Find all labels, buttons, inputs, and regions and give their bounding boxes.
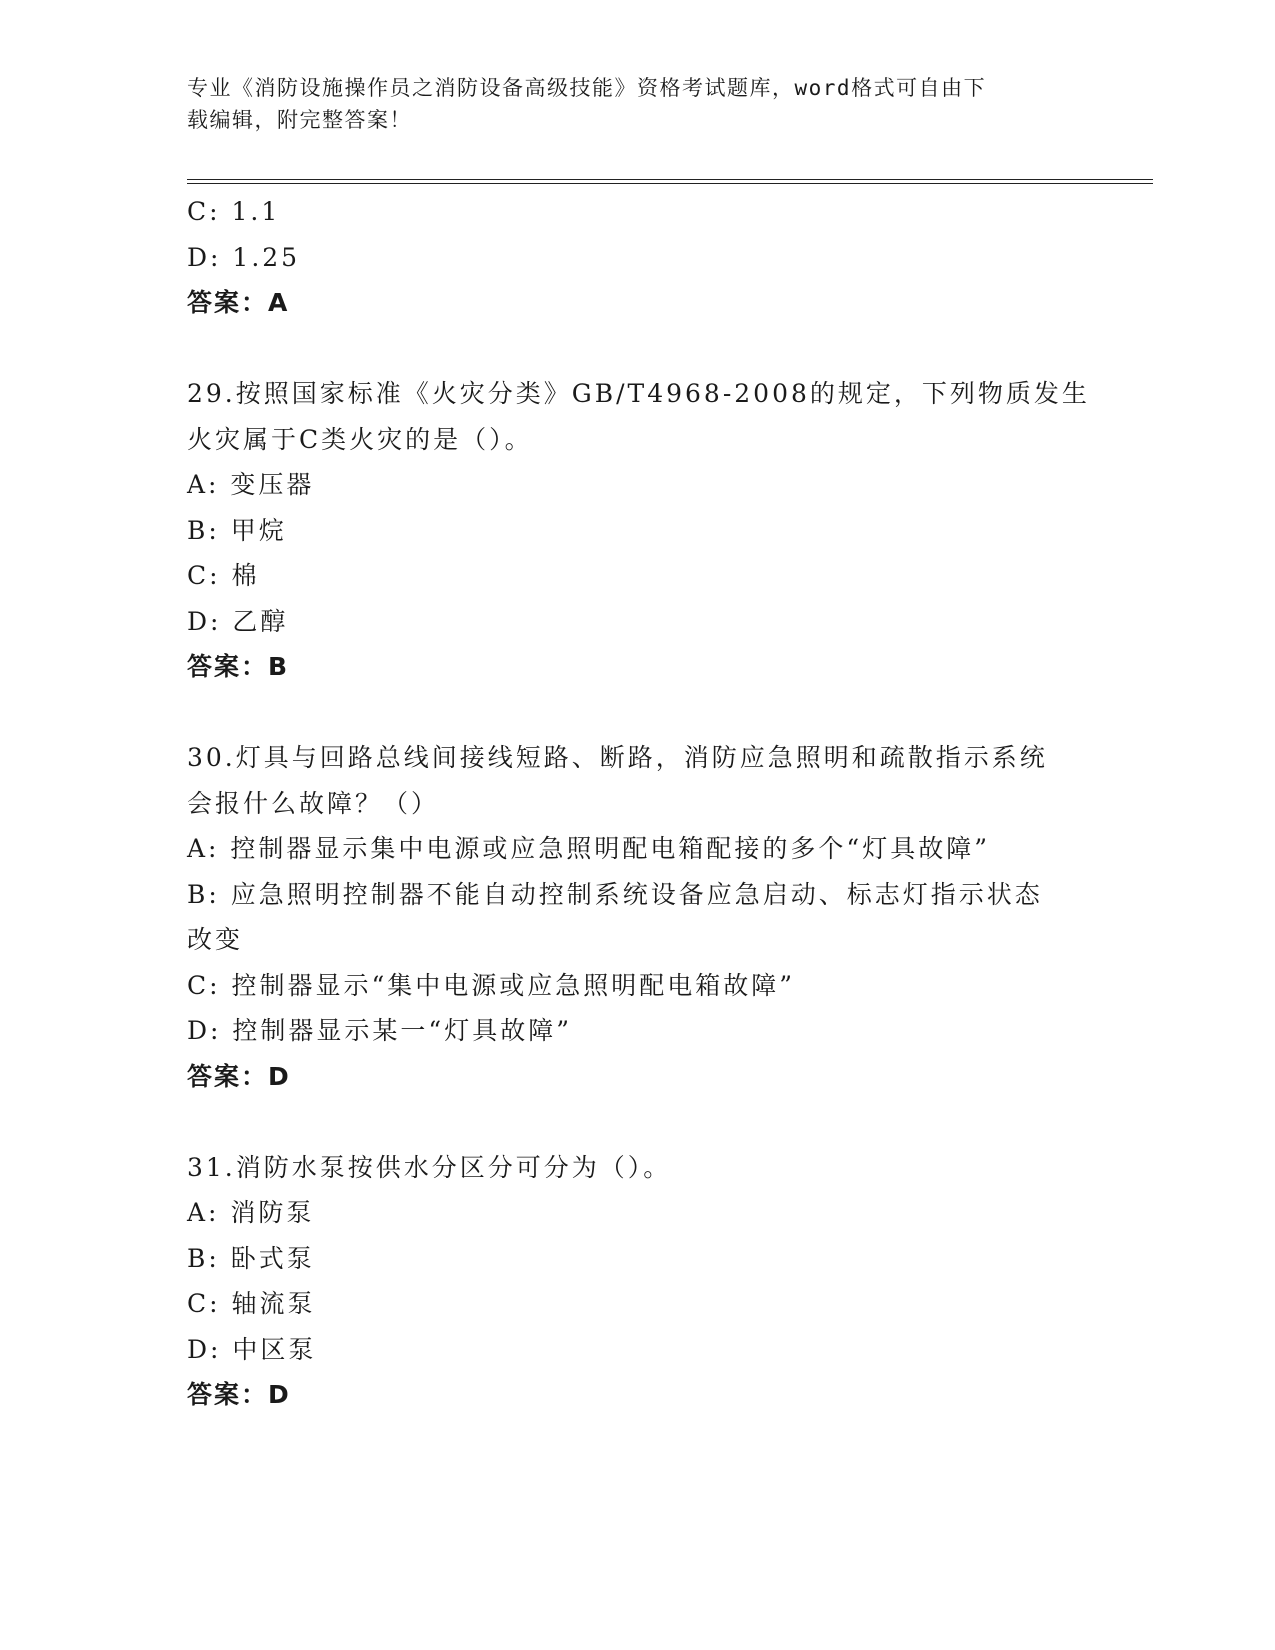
question-29 [187, 371, 1090, 690]
spacer [187, 326, 1087, 372]
option-c: C: 控制器显示“集中电源或应急照明配电箱故障” [187, 970, 796, 1000]
question-31 [187, 1145, 1087, 1418]
spacer [187, 1099, 1087, 1145]
option-b-continued: 改变 [187, 925, 244, 954]
option-d: D: 中区泵 [187, 1334, 317, 1364]
option-b: B: 卧式泵 [187, 1243, 315, 1273]
question-stem: 29.按照国家标准《火灾分类》GB/T4968-2008的规定，下列物质发生 [187, 379, 1090, 408]
option-c: C: 1.1 [187, 197, 281, 226]
header-line-1: 专业《消防设施操作员之消防设备高级技能》资格考试题库，word格式可自由下 [187, 76, 987, 100]
answer: 答案：A [187, 288, 290, 317]
prev-question [187, 189, 1087, 326]
question-stem: 火灾属于C类火灾的是（）。 [187, 424, 533, 454]
option-b: B: 应急照明控制器不能自动控制系统设备应急启动、标志灯指示状态 [187, 879, 1043, 909]
option-d: D: 1.25 [187, 242, 301, 272]
answer: 答案：D [187, 1380, 291, 1409]
document-header [187, 72, 1067, 136]
spacer [187, 690, 1087, 736]
question-stem: 会报什么故障？（） [187, 788, 440, 818]
header-divider-top [187, 179, 1153, 180]
option-c: C: 棉 [187, 561, 260, 590]
option-a: A: 变压器 [187, 470, 315, 499]
header-line-2: 载编辑，附完整答案！ [187, 108, 412, 132]
question-stem: 31.消防水泵按供水分区分可分为（）。 [187, 1152, 672, 1182]
question-30 [187, 735, 1087, 1099]
option-c: C: 轴流泵 [187, 1289, 316, 1318]
question-stem: 30.灯具与回路总线间接线短路、断路，消防应急照明和疏散指示系统 [187, 743, 1048, 772]
option-d: D: 控制器显示某一“灯具故障” [187, 1016, 572, 1045]
option-d: D: 乙醇 [187, 606, 289, 636]
option-a: A: 控制器显示集中电源或应急照明配电箱配接的多个“灯具故障” [187, 834, 990, 863]
option-b: B: 甲烷 [187, 515, 287, 545]
answer: 答案：D [187, 1061, 291, 1091]
question-content [187, 189, 1090, 1418]
option-a: A: 消防泵 [187, 1198, 315, 1227]
header-divider-bottom [187, 183, 1153, 184]
answer: 答案：B [187, 652, 290, 681]
